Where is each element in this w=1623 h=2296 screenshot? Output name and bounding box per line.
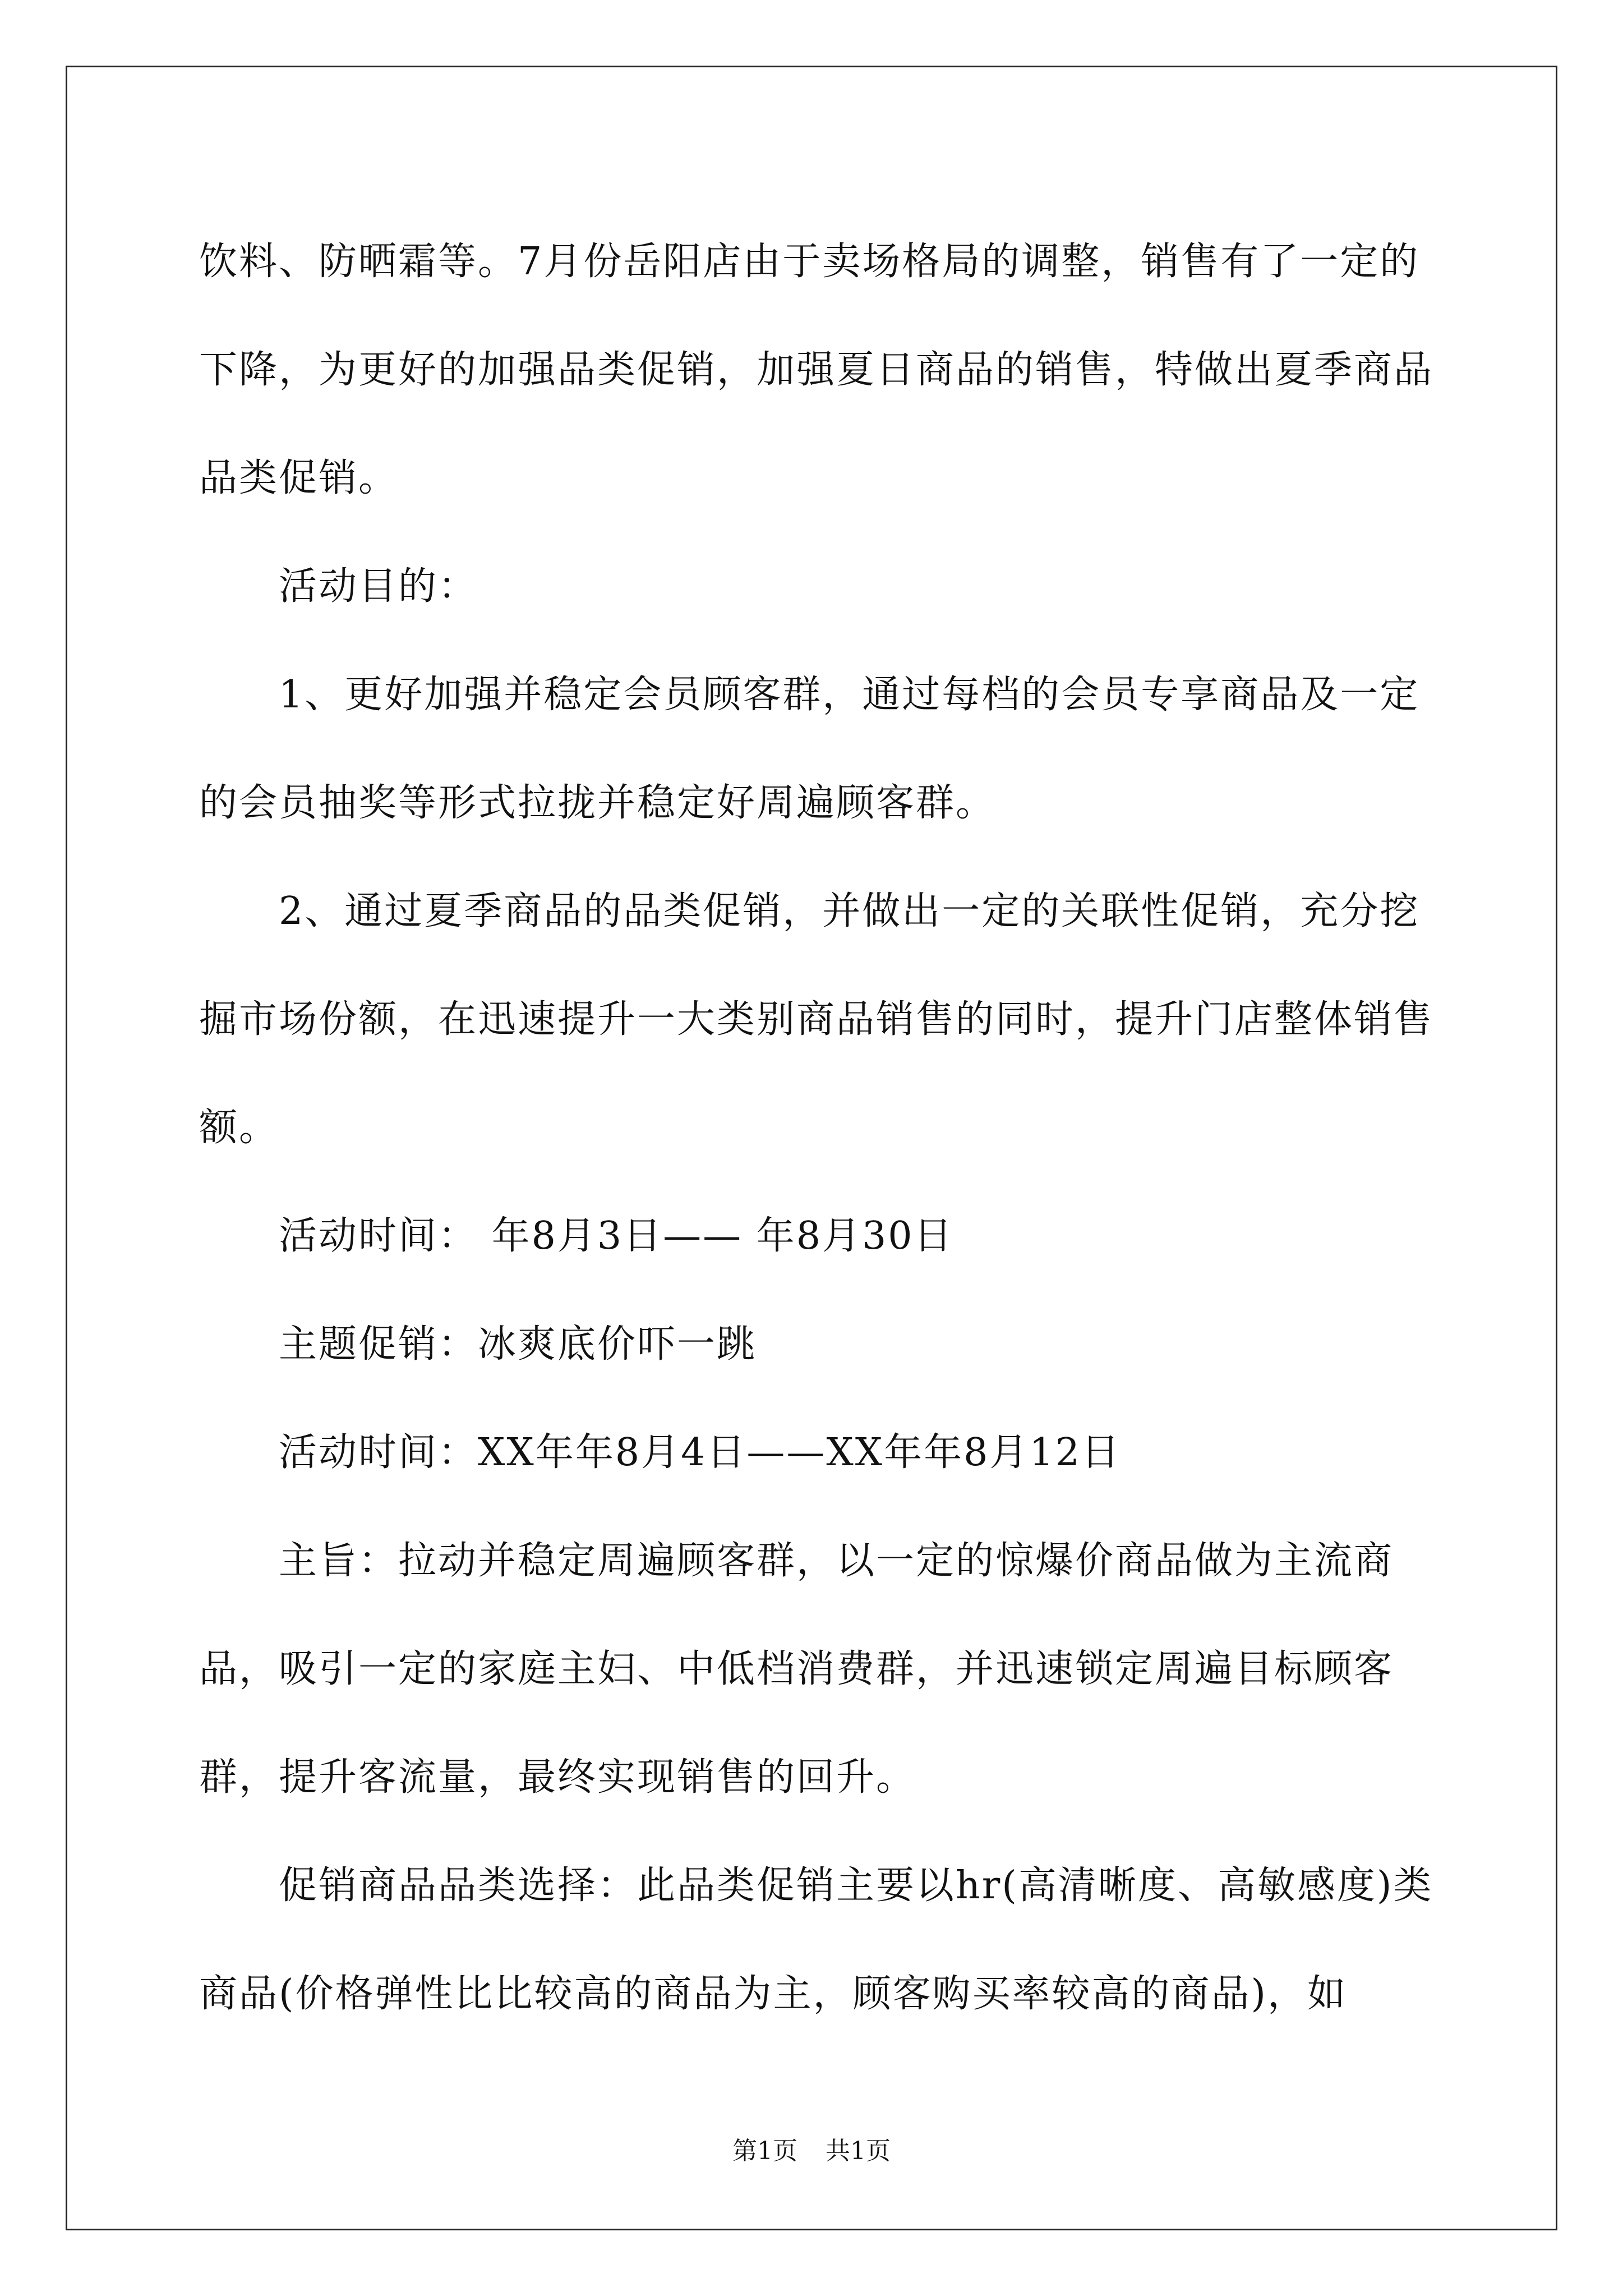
page-total: 共1页 xyxy=(826,2137,891,2165)
paragraph: 主旨：拉动并稳定周遍顾客群，以一定的惊爆价商品做为主流商品，吸引一定的家庭主妇、中低档消费群，并迅速锁定周遍目标顾客群，提升客流量，最终实现销售的回升。 xyxy=(199,1539,1394,1800)
paragraph: 1、更好加强并稳定会员顾客群，通过每档的会员专享商品及一定的会员抽奖等形式拉拢并稳定好周遍顾客群。 xyxy=(199,673,1420,825)
paragraph: 饮料、防晒霜等。7月份岳阳店由于卖场格局的调整，销售有了一定的下降，为更好的加强品类促销，加强夏日商品的销售，特做出夏季商品品类促销。 xyxy=(199,240,1434,500)
page-footer xyxy=(0,2134,1623,2168)
paragraph: 促销商品品类选择：此品类促销主要以hr(高清晰度、高敏感度)类商品(价格弹性比比较高的商品为主，顾客购买率较高的商品)，如 xyxy=(199,1864,1433,2016)
page-number: 第1页 xyxy=(732,2137,797,2165)
paragraph: 2、通过夏季商品的品类促销，并做出一定的关联性促销，充分挖掘市场份额，在迅速提升一大类别商品销售的同时，提升门店整体销售额。 xyxy=(199,889,1434,1150)
paragraph: 活动目的： xyxy=(279,564,478,609)
paragraph: 活动时间：XX年年8月4日——XX年年8月12日 xyxy=(279,1430,1121,1475)
paragraph: 主题促销：冰爽底价吓一跳 xyxy=(279,1322,757,1366)
document-body xyxy=(199,208,1438,2048)
paragraph: 活动时间： 年8月3日—— 年8月30日 xyxy=(279,1214,954,1258)
